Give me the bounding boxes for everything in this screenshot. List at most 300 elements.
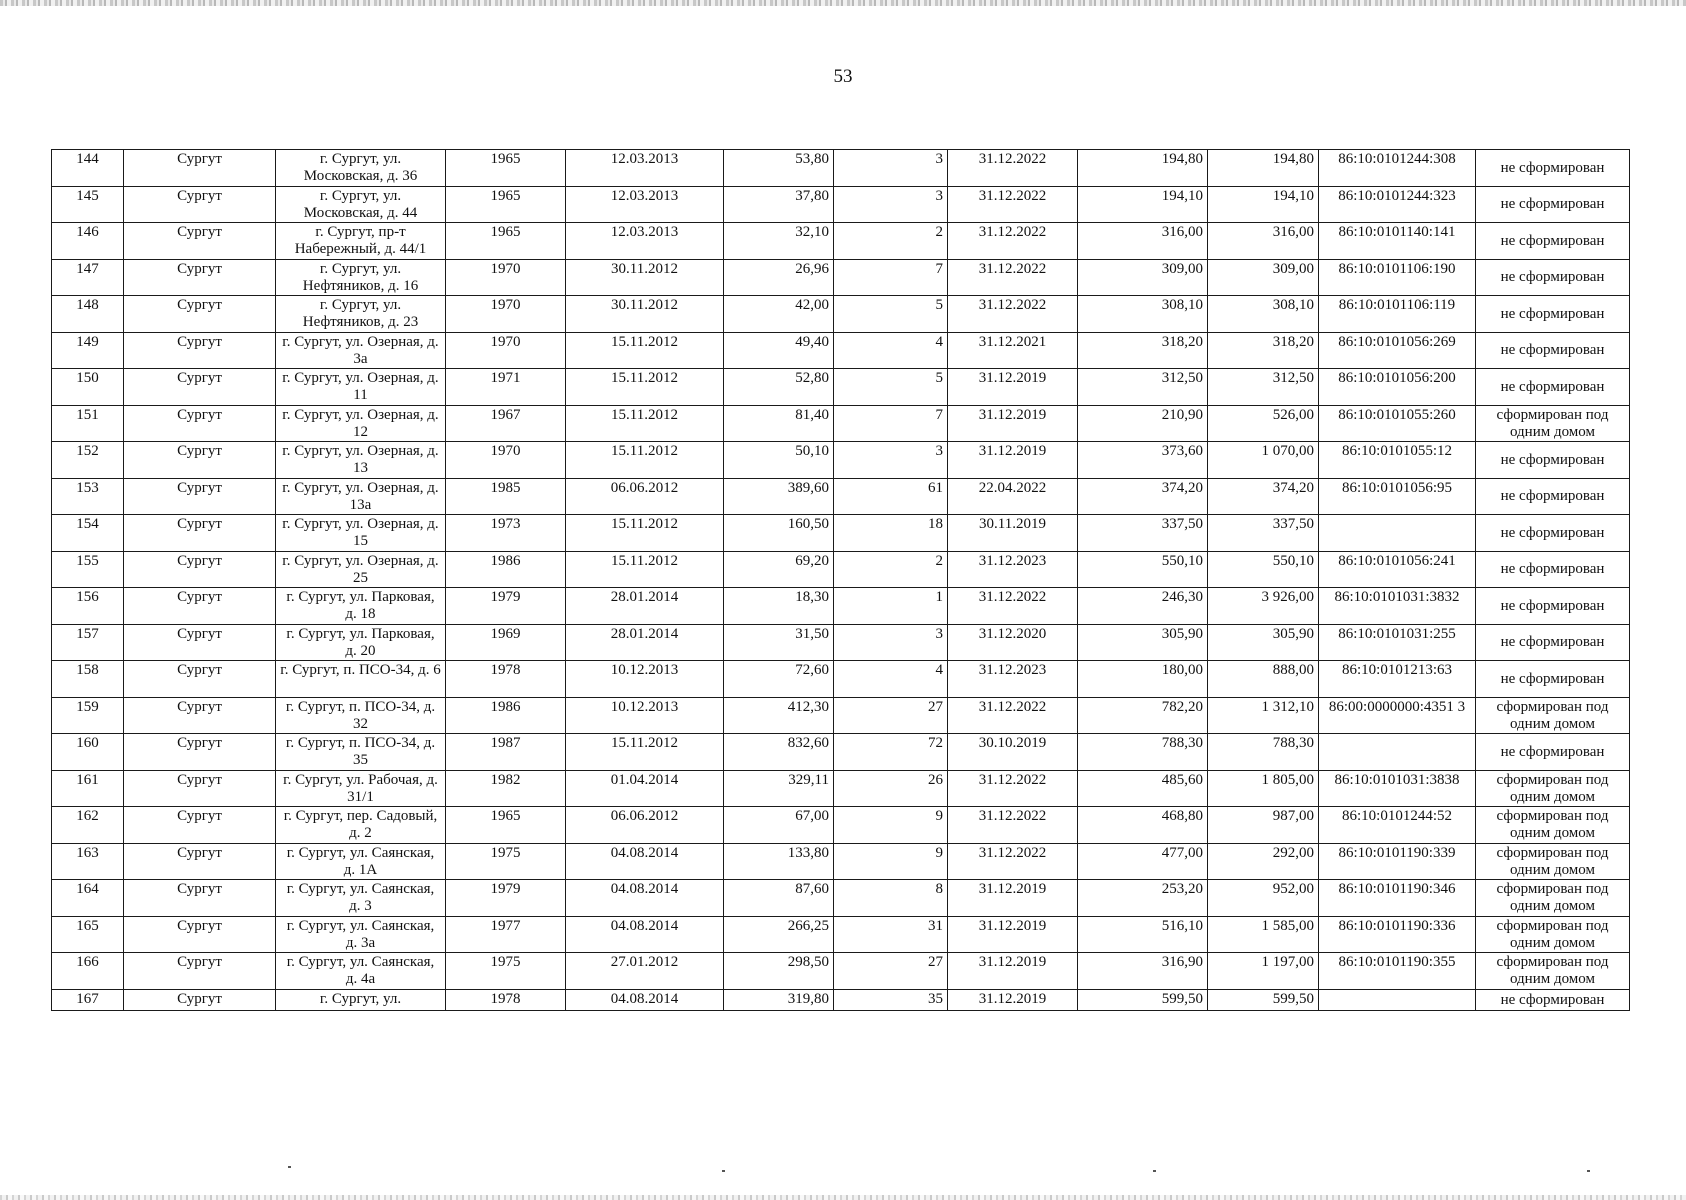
table-row	[52, 916, 1630, 953]
deadline-cell: 31.12.2019	[948, 442, 1078, 479]
city-cell: Сургут	[124, 624, 276, 661]
city-cell: Сургут	[124, 770, 276, 807]
address-cell: г. Сургут, ул. Саянская, д. 4а	[276, 953, 446, 990]
address-cell: г. Сургут, ул. Озерная, д. 11	[276, 369, 446, 406]
total-cost-cell: 312,50	[1208, 369, 1319, 406]
table-row	[52, 989, 1630, 1010]
cost-cell: 468,80	[1078, 807, 1208, 844]
total-cost-cell: 194,80	[1208, 150, 1319, 187]
area-cell: 72,60	[724, 661, 834, 698]
total-cost-cell: 309,00	[1208, 259, 1319, 296]
area-cell: 18,30	[724, 588, 834, 625]
land-status-cell: не сформирован	[1476, 588, 1630, 625]
deadline-cell: 31.12.2022	[948, 259, 1078, 296]
cadastral-number-cell: 86:10:0101190:346	[1319, 880, 1476, 917]
cadastral-number-cell: 86:10:0101244:52	[1319, 807, 1476, 844]
total-cost-cell: 194,10	[1208, 186, 1319, 223]
deadline-cell: 31.12.2022	[948, 223, 1078, 260]
residents-cell: 26	[834, 770, 948, 807]
cadastral-number-cell	[1319, 515, 1476, 552]
cadastral-number-cell	[1319, 989, 1476, 1010]
residents-cell: 18	[834, 515, 948, 552]
residents-cell: 2	[834, 551, 948, 588]
address-cell: г. Сургут, ул. Саянская, д. 3а	[276, 916, 446, 953]
area-cell: 49,40	[724, 332, 834, 369]
date-cell: 15.11.2012	[566, 332, 724, 369]
build-year-cell: 1970	[446, 296, 566, 333]
total-cost-cell: 3 926,00	[1208, 588, 1319, 625]
cadastral-number-cell: 86:10:0101244:323	[1319, 186, 1476, 223]
housing-table-container	[51, 149, 1630, 1011]
area-cell: 832,60	[724, 734, 834, 771]
area-cell: 53,80	[724, 150, 834, 187]
land-status-cell: сформирован под одним домом	[1476, 770, 1630, 807]
area-cell: 319,80	[724, 989, 834, 1010]
deadline-cell: 31.12.2022	[948, 296, 1078, 333]
cost-cell: 312,50	[1078, 369, 1208, 406]
address-cell: г. Сургут, п. ПСО-34, д. 6	[276, 661, 446, 698]
address-cell: г. Сургут, ул. Нефтяников, д. 23	[276, 296, 446, 333]
date-cell: 15.11.2012	[566, 551, 724, 588]
residents-cell: 27	[834, 697, 948, 734]
cadastral-number-cell: 86:10:0101056:241	[1319, 551, 1476, 588]
cadastral-number-cell: 86:10:0101056:95	[1319, 478, 1476, 515]
total-cost-cell: 374,20	[1208, 478, 1319, 515]
table-row	[52, 953, 1630, 990]
land-status-cell: сформирован под одним домом	[1476, 953, 1630, 990]
city-cell: Сургут	[124, 150, 276, 187]
city-cell: Сургут	[124, 953, 276, 990]
total-cost-cell: 305,90	[1208, 624, 1319, 661]
date-cell: 15.11.2012	[566, 515, 724, 552]
address-cell: г. Сургут, ул. Московская, д. 44	[276, 186, 446, 223]
area-cell: 133,80	[724, 843, 834, 880]
residents-cell: 2	[834, 223, 948, 260]
cadastral-number-cell: 86:10:0101031:3838	[1319, 770, 1476, 807]
total-cost-cell: 337,50	[1208, 515, 1319, 552]
residents-cell: 9	[834, 807, 948, 844]
row-number-cell: 148	[52, 296, 124, 333]
scan-edge-bottom	[0, 1195, 1686, 1200]
date-cell: 06.06.2012	[566, 807, 724, 844]
row-number-cell: 167	[52, 989, 124, 1010]
land-status-cell: не сформирован	[1476, 989, 1630, 1010]
date-cell: 15.11.2012	[566, 442, 724, 479]
build-year-cell: 1970	[446, 442, 566, 479]
area-cell: 32,10	[724, 223, 834, 260]
land-status-cell: сформирован под одним домом	[1476, 405, 1630, 442]
area-cell: 329,11	[724, 770, 834, 807]
area-cell: 67,00	[724, 807, 834, 844]
row-number-cell: 151	[52, 405, 124, 442]
scan-speck	[1153, 1170, 1156, 1172]
city-cell: Сургут	[124, 880, 276, 917]
date-cell: 15.11.2012	[566, 369, 724, 406]
land-status-cell: не сформирован	[1476, 186, 1630, 223]
total-cost-cell: 788,30	[1208, 734, 1319, 771]
cost-cell: 210,90	[1078, 405, 1208, 442]
land-status-cell: не сформирован	[1476, 442, 1630, 479]
total-cost-cell: 987,00	[1208, 807, 1319, 844]
residents-cell: 3	[834, 150, 948, 187]
cadastral-number-cell: 86:00:0000000:4351 3	[1319, 697, 1476, 734]
cadastral-number-cell	[1319, 734, 1476, 771]
city-cell: Сургут	[124, 186, 276, 223]
row-number-cell: 162	[52, 807, 124, 844]
address-cell: г. Сургут, ул. Саянская, д. 3	[276, 880, 446, 917]
row-number-cell: 157	[52, 624, 124, 661]
date-cell: 12.03.2013	[566, 150, 724, 187]
residents-cell: 35	[834, 989, 948, 1010]
cost-cell: 516,10	[1078, 916, 1208, 953]
area-cell: 87,60	[724, 880, 834, 917]
date-cell: 30.11.2012	[566, 296, 724, 333]
address-cell: г. Сургут, ул. Озерная, д. 13	[276, 442, 446, 479]
residents-cell: 8	[834, 880, 948, 917]
build-year-cell: 1975	[446, 843, 566, 880]
residents-cell: 9	[834, 843, 948, 880]
table-row	[52, 296, 1630, 333]
date-cell: 04.08.2014	[566, 989, 724, 1010]
deadline-cell: 31.12.2019	[948, 989, 1078, 1010]
build-year-cell: 1982	[446, 770, 566, 807]
cost-cell: 782,20	[1078, 697, 1208, 734]
scan-speck	[1587, 1170, 1590, 1172]
date-cell: 28.01.2014	[566, 588, 724, 625]
deadline-cell: 31.12.2022	[948, 770, 1078, 807]
deadline-cell: 31.12.2022	[948, 186, 1078, 223]
row-number-cell: 155	[52, 551, 124, 588]
row-number-cell: 153	[52, 478, 124, 515]
build-year-cell: 1978	[446, 661, 566, 698]
cost-cell: 180,00	[1078, 661, 1208, 698]
residents-cell: 7	[834, 405, 948, 442]
date-cell: 01.04.2014	[566, 770, 724, 807]
cost-cell: 308,10	[1078, 296, 1208, 333]
date-cell: 12.03.2013	[566, 223, 724, 260]
row-number-cell: 152	[52, 442, 124, 479]
deadline-cell: 31.12.2022	[948, 150, 1078, 187]
cost-cell: 599,50	[1078, 989, 1208, 1010]
cost-cell: 337,50	[1078, 515, 1208, 552]
cadastral-number-cell: 86:10:0101031:3832	[1319, 588, 1476, 625]
city-cell: Сургут	[124, 515, 276, 552]
land-status-cell: сформирован под одним домом	[1476, 697, 1630, 734]
build-year-cell: 1978	[446, 989, 566, 1010]
deadline-cell: 22.04.2022	[948, 478, 1078, 515]
city-cell: Сургут	[124, 259, 276, 296]
cadastral-number-cell: 86:10:0101213:63	[1319, 661, 1476, 698]
date-cell: 10.12.2013	[566, 697, 724, 734]
residents-cell: 4	[834, 661, 948, 698]
area-cell: 31,50	[724, 624, 834, 661]
land-status-cell: сформирован под одним домом	[1476, 880, 1630, 917]
table-row	[52, 332, 1630, 369]
land-status-cell: сформирован под одним домом	[1476, 807, 1630, 844]
table-row	[52, 588, 1630, 625]
row-number-cell: 147	[52, 259, 124, 296]
row-number-cell: 164	[52, 880, 124, 917]
total-cost-cell: 1 070,00	[1208, 442, 1319, 479]
residents-cell: 3	[834, 186, 948, 223]
area-cell: 81,40	[724, 405, 834, 442]
deadline-cell: 31.12.2022	[948, 807, 1078, 844]
row-number-cell: 149	[52, 332, 124, 369]
build-year-cell: 1970	[446, 332, 566, 369]
cadastral-number-cell: 86:10:0101140:141	[1319, 223, 1476, 260]
total-cost-cell: 599,50	[1208, 989, 1319, 1010]
row-number-cell: 161	[52, 770, 124, 807]
row-number-cell: 156	[52, 588, 124, 625]
table-row	[52, 150, 1630, 187]
residents-cell: 1	[834, 588, 948, 625]
scan-speck	[722, 1170, 725, 1172]
date-cell: 06.06.2012	[566, 478, 724, 515]
total-cost-cell: 952,00	[1208, 880, 1319, 917]
cost-cell: 316,00	[1078, 223, 1208, 260]
total-cost-cell: 308,10	[1208, 296, 1319, 333]
land-status-cell: сформирован под одним домом	[1476, 843, 1630, 880]
build-year-cell: 1971	[446, 369, 566, 406]
page-number: 53	[833, 66, 853, 87]
deadline-cell: 31.12.2019	[948, 405, 1078, 442]
city-cell: Сургут	[124, 369, 276, 406]
land-status-cell: не сформирован	[1476, 332, 1630, 369]
date-cell: 04.08.2014	[566, 880, 724, 917]
residents-cell: 4	[834, 332, 948, 369]
total-cost-cell: 292,00	[1208, 843, 1319, 880]
row-number-cell: 159	[52, 697, 124, 734]
table-row	[52, 405, 1630, 442]
total-cost-cell: 550,10	[1208, 551, 1319, 588]
cost-cell: 305,90	[1078, 624, 1208, 661]
area-cell: 42,00	[724, 296, 834, 333]
deadline-cell: 31.12.2021	[948, 332, 1078, 369]
deadline-cell: 30.10.2019	[948, 734, 1078, 771]
table-body	[52, 150, 1630, 1011]
residents-cell: 5	[834, 296, 948, 333]
build-year-cell: 1970	[446, 259, 566, 296]
row-number-cell: 165	[52, 916, 124, 953]
deadline-cell: 31.12.2022	[948, 697, 1078, 734]
address-cell: г. Сургут, ул. Московская, д. 36	[276, 150, 446, 187]
address-cell: г. Сургут, ул. Озерная, д. 15	[276, 515, 446, 552]
land-status-cell: не сформирован	[1476, 150, 1630, 187]
land-status-cell: не сформирован	[1476, 369, 1630, 406]
cost-cell: 318,20	[1078, 332, 1208, 369]
build-year-cell: 1985	[446, 478, 566, 515]
city-cell: Сургут	[124, 697, 276, 734]
land-status-cell: сформирован под одним домом	[1476, 916, 1630, 953]
land-status-cell: не сформирован	[1476, 296, 1630, 333]
deadline-cell: 31.12.2019	[948, 880, 1078, 917]
total-cost-cell: 888,00	[1208, 661, 1319, 698]
city-cell: Сургут	[124, 442, 276, 479]
total-cost-cell: 1 585,00	[1208, 916, 1319, 953]
cost-cell: 316,90	[1078, 953, 1208, 990]
area-cell: 52,80	[724, 369, 834, 406]
cadastral-number-cell: 86:10:0101055:260	[1319, 405, 1476, 442]
row-number-cell: 150	[52, 369, 124, 406]
build-year-cell: 1965	[446, 150, 566, 187]
area-cell: 298,50	[724, 953, 834, 990]
address-cell: г. Сургут, ул. Озерная, д. 25	[276, 551, 446, 588]
city-cell: Сургут	[124, 551, 276, 588]
table-row	[52, 442, 1630, 479]
area-cell: 389,60	[724, 478, 834, 515]
table-row	[52, 369, 1630, 406]
date-cell: 04.08.2014	[566, 843, 724, 880]
deadline-cell: 30.11.2019	[948, 515, 1078, 552]
cost-cell: 374,20	[1078, 478, 1208, 515]
cadastral-number-cell: 86:10:0101190:355	[1319, 953, 1476, 990]
address-cell: г. Сургут, п. ПСО-34, д. 32	[276, 697, 446, 734]
date-cell: 28.01.2014	[566, 624, 724, 661]
table-row	[52, 478, 1630, 515]
date-cell: 10.12.2013	[566, 661, 724, 698]
city-cell: Сургут	[124, 661, 276, 698]
residents-cell: 31	[834, 916, 948, 953]
cost-cell: 194,80	[1078, 150, 1208, 187]
address-cell: г. Сургут, ул. Рабочая, д. 31/1	[276, 770, 446, 807]
residents-cell: 7	[834, 259, 948, 296]
date-cell: 15.11.2012	[566, 405, 724, 442]
cost-cell: 477,00	[1078, 843, 1208, 880]
deadline-cell: 31.12.2019	[948, 953, 1078, 990]
row-number-cell: 163	[52, 843, 124, 880]
date-cell: 15.11.2012	[566, 734, 724, 771]
deadline-cell: 31.12.2023	[948, 551, 1078, 588]
city-cell: Сургут	[124, 405, 276, 442]
residents-cell: 61	[834, 478, 948, 515]
row-number-cell: 166	[52, 953, 124, 990]
address-cell: г. Сургут, пр-т Набережный, д. 44/1	[276, 223, 446, 260]
row-number-cell: 145	[52, 186, 124, 223]
city-cell: Сургут	[124, 916, 276, 953]
build-year-cell: 1965	[446, 223, 566, 260]
cadastral-number-cell: 86:10:0101244:308	[1319, 150, 1476, 187]
address-cell: г. Сургут, ул. Саянская, д. 1А	[276, 843, 446, 880]
cost-cell: 485,60	[1078, 770, 1208, 807]
city-cell: Сургут	[124, 843, 276, 880]
area-cell: 37,80	[724, 186, 834, 223]
address-cell: г. Сургут, ул. Парковая, д. 20	[276, 624, 446, 661]
row-number-cell: 146	[52, 223, 124, 260]
deadline-cell: 31.12.2022	[948, 588, 1078, 625]
scan-speck	[288, 1166, 291, 1168]
build-year-cell: 1986	[446, 697, 566, 734]
table-row	[52, 624, 1630, 661]
cost-cell: 253,20	[1078, 880, 1208, 917]
deadline-cell: 31.12.2019	[948, 916, 1078, 953]
build-year-cell: 1977	[446, 916, 566, 953]
build-year-cell: 1979	[446, 588, 566, 625]
area-cell: 412,30	[724, 697, 834, 734]
land-status-cell: не сформирован	[1476, 223, 1630, 260]
total-cost-cell: 1 805,00	[1208, 770, 1319, 807]
build-year-cell: 1987	[446, 734, 566, 771]
cadastral-number-cell: 86:10:0101056:200	[1319, 369, 1476, 406]
address-cell: г. Сургут, ул. Озерная, д. 12	[276, 405, 446, 442]
cadastral-number-cell: 86:10:0101106:190	[1319, 259, 1476, 296]
area-cell: 69,20	[724, 551, 834, 588]
city-cell: Сургут	[124, 807, 276, 844]
cost-cell: 373,60	[1078, 442, 1208, 479]
city-cell: Сургут	[124, 332, 276, 369]
deadline-cell: 31.12.2019	[948, 369, 1078, 406]
cost-cell: 788,30	[1078, 734, 1208, 771]
table-row	[52, 515, 1630, 552]
date-cell: 30.11.2012	[566, 259, 724, 296]
table-row	[52, 807, 1630, 844]
city-cell: Сургут	[124, 478, 276, 515]
address-cell: г. Сургут, ул.	[276, 989, 446, 1010]
row-number-cell: 160	[52, 734, 124, 771]
land-status-cell: не сформирован	[1476, 515, 1630, 552]
build-year-cell: 1969	[446, 624, 566, 661]
residents-cell: 5	[834, 369, 948, 406]
cadastral-number-cell: 86:10:0101106:119	[1319, 296, 1476, 333]
scan-edge-top	[0, 0, 1686, 6]
table-row	[52, 551, 1630, 588]
date-cell: 27.01.2012	[566, 953, 724, 990]
build-year-cell: 1965	[446, 186, 566, 223]
row-number-cell: 158	[52, 661, 124, 698]
total-cost-cell: 316,00	[1208, 223, 1319, 260]
city-cell: Сургут	[124, 296, 276, 333]
address-cell: г. Сургут, ул. Озерная, д. 3а	[276, 332, 446, 369]
cost-cell: 246,30	[1078, 588, 1208, 625]
land-status-cell: не сформирован	[1476, 551, 1630, 588]
land-status-cell: не сформирован	[1476, 259, 1630, 296]
date-cell: 12.03.2013	[566, 186, 724, 223]
area-cell: 26,96	[724, 259, 834, 296]
build-year-cell: 1967	[446, 405, 566, 442]
area-cell: 266,25	[724, 916, 834, 953]
cost-cell: 309,00	[1078, 259, 1208, 296]
table-row	[52, 186, 1630, 223]
total-cost-cell: 318,20	[1208, 332, 1319, 369]
total-cost-cell: 526,00	[1208, 405, 1319, 442]
deadline-cell: 31.12.2023	[948, 661, 1078, 698]
address-cell: г. Сургут, ул. Озерная, д. 13а	[276, 478, 446, 515]
date-cell: 04.08.2014	[566, 916, 724, 953]
residents-cell: 3	[834, 442, 948, 479]
residents-cell: 27	[834, 953, 948, 990]
build-year-cell: 1979	[446, 880, 566, 917]
cadastral-number-cell: 86:10:0101031:255	[1319, 624, 1476, 661]
residents-cell: 72	[834, 734, 948, 771]
land-status-cell: не сформирован	[1476, 478, 1630, 515]
deadline-cell: 31.12.2022	[948, 843, 1078, 880]
area-cell: 160,50	[724, 515, 834, 552]
land-status-cell: не сформирован	[1476, 734, 1630, 771]
table-row	[52, 661, 1630, 698]
row-number-cell: 144	[52, 150, 124, 187]
address-cell: г. Сургут, пер. Садовый, д. 2	[276, 807, 446, 844]
table-row	[52, 734, 1630, 771]
city-cell: Сургут	[124, 223, 276, 260]
land-status-cell: не сформирован	[1476, 661, 1630, 698]
cadastral-number-cell: 86:10:0101056:269	[1319, 332, 1476, 369]
cost-cell: 194,10	[1078, 186, 1208, 223]
cadastral-number-cell: 86:10:0101190:339	[1319, 843, 1476, 880]
cost-cell: 550,10	[1078, 551, 1208, 588]
table-row	[52, 259, 1630, 296]
table-row	[52, 843, 1630, 880]
build-year-cell: 1975	[446, 953, 566, 990]
table-row	[52, 223, 1630, 260]
